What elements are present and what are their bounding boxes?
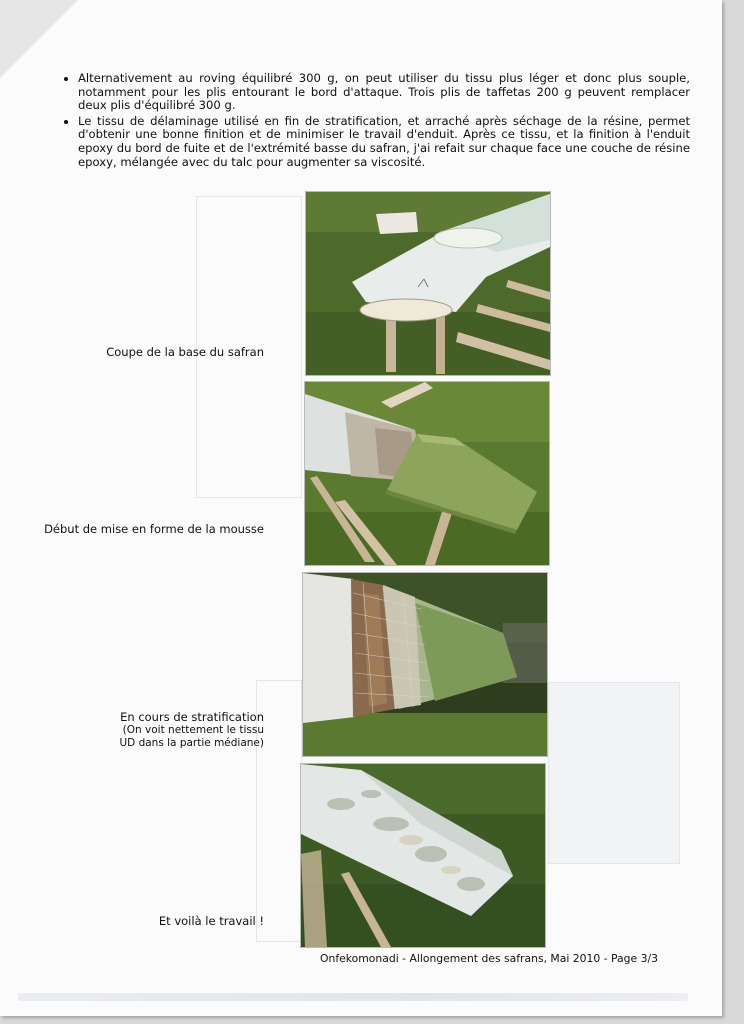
caption-note: (On voit nettement le tissu UD dans la partie médiane) [119,724,264,749]
bleed-through-box [548,682,680,864]
caption-text: Début de mise en forme de la mousse [44,522,264,536]
caption-text: Et voilà le travail ! [158,914,264,928]
photo-foam-shaping-image [305,382,549,565]
photo-lamination-image [303,573,547,756]
caption-text: En cours de stratification [120,710,264,724]
photo-rudder-base-image [306,192,550,375]
caption-photo-3 [104,711,264,749]
bullet-item: • Alternativement au roving équilibré 300 g, on peut utiliser du tissu plus léger et donc plus souple, notamment pour les plis entourant le bord d'attaque. Trois plis de taffetas 200 g peuvent remplacer deux plis d'équilibré 300 g. [78,72,690,113]
caption-photo-1 [106,346,264,359]
bleed-through-url-bar [18,993,688,1001]
caption-photo-2 [44,523,264,536]
bullet-list [58,72,690,171]
bullet-item: • Le tissu de délaminage utilisé en fin de stratification, et arraché après séchage de la résine, permet d'obtenir une bonne finition et de minimiser le travail d'enduit. Après ce tissu, et la finition à l'enduit epoxy du bord de fuite et de l'extrémité basse du safran, j'ai refait sur chaque face une couche de résine epoxy, mélangée avec du talc pour augmenter sa viscosité. [78,115,690,169]
photo-finished-rudder-image [301,764,545,947]
photo-foam-shaping [304,381,550,566]
caption-text: Coupe de la base du safran [106,345,264,359]
photo-lamination [302,572,548,757]
photo-rudder-base [305,191,551,376]
photo-finished-rudder [300,763,546,948]
caption-photo-4 [159,915,264,928]
page-footer: Onfekomonadi - Allongement des safrans, Mai 2010 - Page 3/3 [320,952,658,965]
folded-corner [0,0,78,78]
